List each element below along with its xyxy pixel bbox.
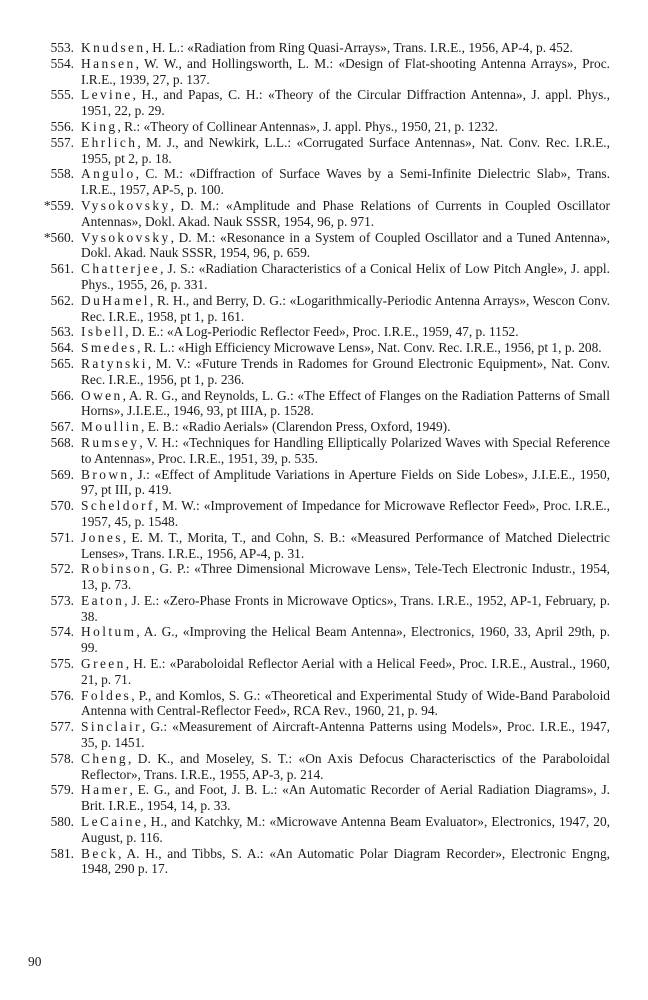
reference-details: , E. B.: «Radio Aerials» (Clarendon Press, Oxford, 1949). — [141, 419, 451, 435]
reference-text — [81, 814, 610, 846]
reference-author: Scheldorf — [81, 498, 155, 514]
reference-number: 579. — [50, 782, 74, 798]
reference-author: Cheng — [81, 750, 129, 766]
reference-number: 555. — [50, 87, 74, 103]
reference-text — [81, 530, 610, 562]
reference-entry — [26, 814, 610, 846]
reference-entry — [26, 293, 610, 325]
reference-number: 578. — [50, 750, 74, 766]
reference-entry — [26, 166, 610, 198]
reference-number: 577. — [50, 719, 74, 735]
reference-author: Brown — [81, 466, 130, 482]
reference-details: , W. W., and Hollingsworth, L. M.: «Design of Flat-shooting Antenna Arrays», Proc. I.R.E., 1939, 27, p. 137. — [81, 55, 610, 87]
reference-number: 570. — [50, 498, 74, 514]
reference-author: Smedes — [81, 340, 138, 356]
reference-author: LeCaine — [81, 814, 144, 830]
reference-author: Foldes — [81, 687, 132, 703]
reference-text — [81, 846, 610, 878]
reference-number: 569. — [50, 466, 74, 482]
reference-text — [81, 435, 610, 467]
reference-text — [81, 561, 610, 593]
reference-details: , A. G., «Improving the Helical Beam Antenna», Electronics, 1960, 33, April 29th, p. 99. — [81, 624, 610, 656]
reference-details: , M. V.: «Future Trends in Radomes for Ground Electronic Equipment», Nat. Conv. Rec. I.R.E., 1956, pt 1, p. 236. — [81, 355, 610, 387]
reference-entry — [26, 751, 610, 783]
reference-number: 567. — [50, 419, 74, 435]
reference-details: , R. L.: «High Efficiency Microwave Lens», Nat. Conv. Rec. I.R.E., 1956, pt 1, p. 208. — [137, 340, 602, 356]
reference-entry — [26, 530, 610, 562]
reference-details: , A. R. G., and Reynolds, L. G.: «The Effect of Flanges on the Radiation Patterns of Small Horns», J.I.E.E., 1946, 93, pt IIIA, p. 1528. — [81, 387, 610, 419]
reference-entry — [26, 593, 610, 625]
reference-number: 556. — [50, 118, 74, 134]
reference-author: DuHamel — [81, 292, 150, 308]
reference-text — [81, 230, 610, 262]
reference-entry — [26, 56, 610, 88]
reference-author: Isbell — [81, 324, 126, 340]
reference-details: , H. L.: «Radiation from Ring Quasi-Arrays», Trans. I.R.E., 1956, AP-4, p. 452. — [145, 40, 573, 55]
reference-entry — [26, 435, 610, 467]
reference-author: Green — [81, 656, 126, 672]
reference-number: 564. — [50, 340, 74, 356]
reference-details: , M. W.: «Improvement of Impedance for Microwave Reflector Feed», Proc. I.R.E., 1957, 45, p. 1548. — [81, 498, 610, 529]
reference-number: 573. — [50, 592, 74, 608]
reference-entry — [26, 624, 610, 656]
reference-text — [81, 293, 610, 325]
reference-text — [81, 40, 610, 56]
reference-author: Rumsey — [81, 434, 140, 450]
reference-text — [81, 656, 610, 688]
reference-text — [81, 119, 610, 135]
reference-details: , D. K., and Moseley, S. T.: «On Axis Defocus Characterisctics of the Paraboloidal Reflector», Trans. I.R.E., 1955, AP-3, p. 214. — [81, 750, 610, 782]
reference-text — [81, 166, 610, 198]
reference-details: , J. E.: «Zero-Phase Fronts in Microwave Optics», Trans. I.R.E., 1952, AP-1, February, p. 38. — [81, 592, 610, 624]
reference-text — [81, 87, 610, 119]
reference-entry — [26, 688, 610, 720]
reference-author: Moullin — [81, 419, 142, 435]
reference-entry — [26, 40, 610, 56]
reference-author: Vysokovsky — [81, 229, 171, 245]
reference-details: , H., and Katchky, M.: «Microwave Antenna Beam Evaluator», Electronics, 1947, 20, August, p. 116. — [81, 814, 610, 845]
reference-details: , E. G., and Foot, J. B. L.: «An Automatic Recorder of Aerial Radiation Diagrams», J. Brit. I.R.E., 1954, 14, p. 33. — [81, 782, 610, 814]
reference-entry — [26, 561, 610, 593]
reference-details: , P., and Komlos, S. G.: «Theoretical and Experimental Study of Wide-Band Paraboloid Antenna with Central-Reflector Feed», RCA Rev., 1960, 21, p. 94. — [81, 687, 610, 719]
reference-details: , G. P.: «Three Dimensional Microwave Lens», Tele-Tech Electronic Industr., 1954, 13, p. 73. — [81, 561, 610, 593]
reference-entry — [26, 87, 610, 119]
reference-entry — [26, 388, 610, 420]
reference-number: 566. — [50, 387, 74, 403]
reference-author: Levine — [81, 87, 133, 103]
page-number: 90 — [28, 954, 42, 969]
reference-number: *559. — [43, 197, 74, 213]
reference-author: Angulo — [81, 166, 136, 182]
reference-number: 568. — [50, 434, 74, 450]
reference-text — [81, 719, 610, 751]
reference-entry — [26, 467, 610, 499]
reference-text — [81, 135, 610, 167]
reference-number: 562. — [50, 292, 74, 308]
reference-details: , H., and Papas, C. H.: «Theory of the Circular Diffraction Antenna», J. appl. Phys., 1951, 22, p. 29. — [81, 87, 610, 119]
reference-author: Holtum — [81, 624, 137, 640]
reference-text — [81, 340, 610, 356]
reference-text — [81, 261, 610, 293]
reference-text — [81, 688, 610, 720]
reference-entry — [26, 656, 610, 688]
reference-text — [81, 782, 610, 814]
reference-number: 572. — [50, 561, 74, 577]
reference-details: , H. E.: «Paraboloidal Reflector Aerial with a Helical Feed», Proc. I.R.E., Austral., 1960, 21, p. 71. — [81, 656, 610, 687]
reference-author: Owen — [81, 387, 123, 403]
reference-author: Ratynski — [81, 355, 148, 371]
reference-entry — [26, 419, 610, 435]
reference-details: , R. H., and Berry, D. G.: «Logarithmically-Periodic Antenna Arrays», Wescon Conv. Rec. I.R.E., 1958, pt 1, p. 161. — [81, 292, 610, 324]
reference-author: Hansen — [81, 55, 136, 71]
reference-author: Ehrlich — [81, 134, 138, 150]
reference-number: 580. — [50, 814, 74, 830]
reference-entry — [26, 261, 610, 293]
reference-details: , R.: «Theory of Collinear Antennas», J. appl. Phys., 1950, 21, p. 1232. — [117, 118, 498, 134]
reference-entry — [26, 356, 610, 388]
reference-text — [81, 467, 610, 499]
reference-entry — [26, 230, 610, 262]
reference-details: , D. E.: «A Log-Periodic Reflector Feed», Proc. I.R.E., 1959, 47, p. 1152. — [125, 324, 519, 340]
reference-author: Eaton — [81, 592, 125, 608]
reference-entry — [26, 135, 610, 167]
reference-details: , D. M.: «Resonance in a System of Coupled Oscillator and a Tuned Antenna», Dokl. Akad. Nauk SSSR, 1954, 96, p. 659. — [81, 229, 610, 261]
reference-text — [81, 324, 610, 340]
reference-entry — [26, 719, 610, 751]
reference-author: Robinson — [81, 561, 152, 577]
reference-number: *560. — [43, 229, 74, 245]
reference-author: Beck — [81, 845, 119, 861]
reference-text — [81, 388, 610, 420]
reference-text — [81, 593, 610, 625]
reference-author: Vysokovsky — [81, 197, 171, 213]
reference-entry — [26, 498, 610, 530]
reference-text — [81, 419, 610, 435]
reference-author: Jones — [81, 529, 123, 545]
reference-details: , G.: «Measurement of Aircraft-Antenna Patterns using Models», Proc. I.R.E., 1947, 35, p. 1451. — [81, 719, 610, 751]
reference-number: 557. — [50, 134, 74, 150]
reference-list — [26, 40, 610, 877]
reference-author: Chatterjee — [81, 261, 161, 277]
reference-number: 571. — [50, 529, 74, 545]
reference-details: , D. M.: «Amplitude and Phase Relations of Currents in Coupled Oscillator Antennas», Dokl. Akad. Nauk SSSR, 1954, 96, p. 971. — [81, 197, 610, 229]
reference-author: King — [81, 118, 118, 134]
reference-text — [81, 56, 610, 88]
reference-details: , M. J., and Newkirk, L.L.: «Corrugated Surface Antennas», Nat. Conv. Rec. I.R.E., 1955, pt 2, p. 18. — [81, 134, 610, 166]
reference-details: , C. M.: «Diffraction of Surface Waves by a Semi-Infinite Dielectric Slab», Trans. I.R.E., 1957, AP-5, p. 100. — [81, 166, 610, 198]
reference-text — [81, 624, 610, 656]
reference-entry — [26, 324, 610, 340]
reference-entry — [26, 119, 610, 135]
reference-number: 574. — [50, 624, 74, 640]
reference-details: , E. M. T., Morita, T., and Cohn, S. B.: «Measured Performance of Matched Dielectric Lenses», Trans. I.R.E., 1956, AP-4, p. 31. — [81, 529, 610, 561]
reference-number: 561. — [50, 261, 74, 277]
reference-entry — [26, 198, 610, 230]
reference-number: 553. — [50, 40, 74, 55]
reference-number: 565. — [50, 355, 74, 371]
reference-author: Hamer — [81, 782, 130, 798]
reference-text — [81, 198, 610, 230]
reference-author: Sinclair — [81, 719, 142, 735]
reference-number: 554. — [50, 55, 74, 71]
reference-details: , V. H.: «Techniques for Handling Elliptically Polarized Waves with Special Reference to Antennas», Proc. I.R.E., 1951, 39, p. 535. — [81, 434, 610, 466]
reference-details: , J. S.: «Radiation Characteristics of a Conical Helix of Low Pitch Angle», J. appl. Phys., 1955, 26, p. 331. — [81, 261, 610, 292]
reference-entry — [26, 782, 610, 814]
reference-number: 558. — [50, 166, 74, 182]
reference-number: 581. — [50, 845, 74, 861]
reference-author: Knudsen — [81, 40, 146, 55]
reference-text — [81, 356, 610, 388]
reference-text — [81, 751, 610, 783]
reference-text — [81, 498, 610, 530]
reference-entry — [26, 340, 610, 356]
reference-entry — [26, 846, 610, 878]
reference-details: , A. H., and Tibbs, S. A.: «An Automatic Polar Diagram Recorder», Electronic Engng, 1948, 290 p. 17. — [81, 845, 610, 877]
reference-number: 576. — [50, 687, 74, 703]
reference-details: , J.: «Effect of Amplitude Variations in Aperture Fields on Side Lobes», J.I.E.E., 1950, 97, pt III, p. 419. — [81, 466, 610, 498]
reference-number: 563. — [50, 324, 74, 340]
reference-number: 575. — [50, 656, 74, 672]
